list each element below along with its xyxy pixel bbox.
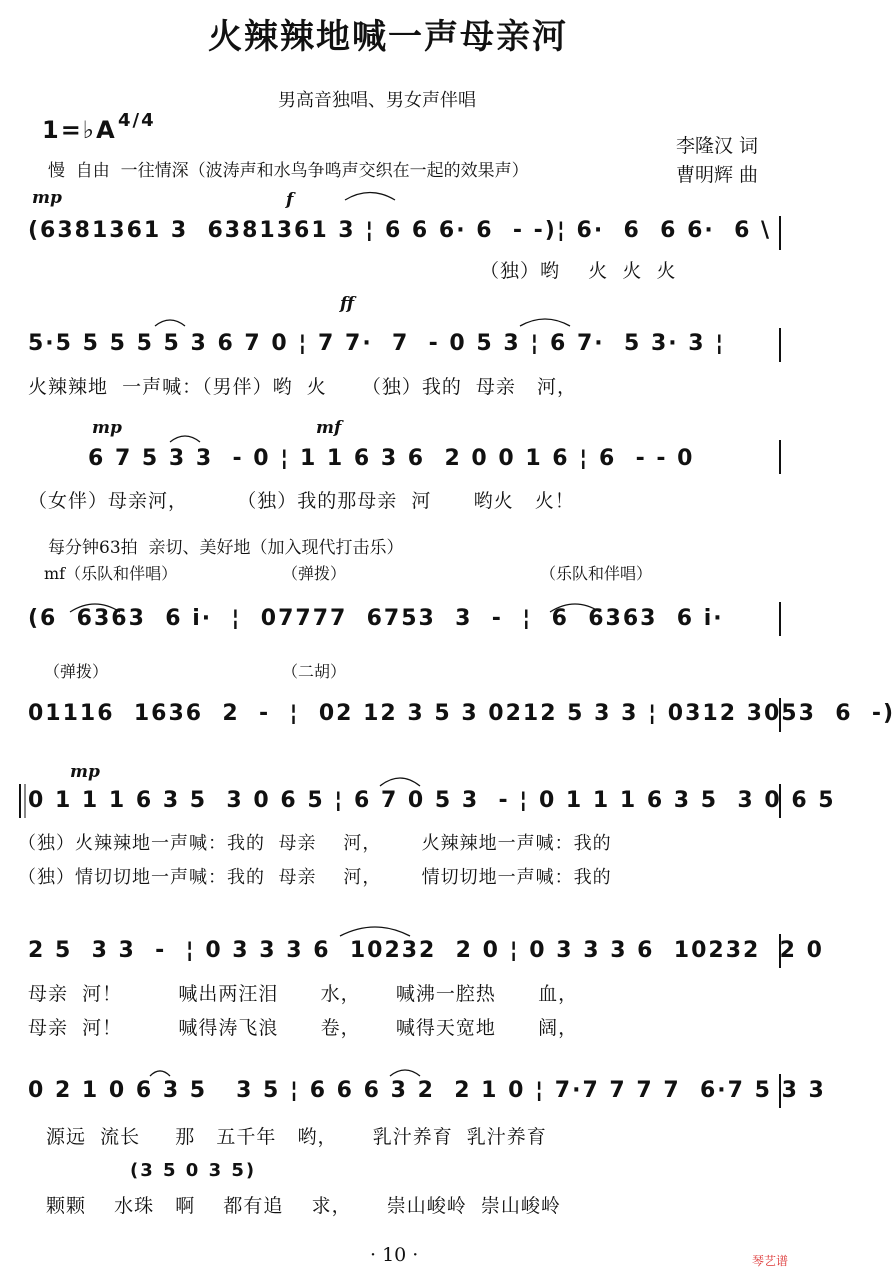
lyric-line: 火辣辣地 一声喊：（男伴）哟 火 （独）我的 母亲 河， [28,376,578,398]
section-label: （弹拨） [282,564,347,583]
section-label: （乐队和伴唱） [540,564,653,583]
lyric-line: （独）火辣辣地一声喊：我的 母亲 河， 火辣辣地一声喊：我的 [18,833,612,854]
composer: 曹明辉 曲 [676,164,759,186]
lyricist: 李隆汉 词 [676,135,759,157]
lyric-line: 源远 流长 那 五千年 哟， 乳汁养育 乳汁养育 [46,1126,547,1148]
page-number: · 10 · [370,1244,419,1266]
dynamic-mark: mp [70,762,100,782]
notation-line: 0 2 1 0 6 3 5 3 5 ¦ 6 6 6 3 2 2 1 0 ¦ 7·7 7 7 7 6·7 5 3 3 [28,1078,826,1103]
lyric-line: （独）哟 火 火 火 [480,260,677,282]
watermark-logo: 琴艺谱 [751,1254,788,1268]
lyric-line: 母亲 河！ 喊得涛飞浪 卷， 喊得天宽地 阔， [28,1017,579,1039]
section-label: （弹拨） [44,662,109,681]
subtitle: 男高音独唱、男女声伴唱 [278,90,476,111]
notation-line: (6 6363 6 i· ¦ 07777 6753 3 - ¦ 6 6363 6 i· [28,606,724,631]
lyric-line: （女伴）母亲河， （独）我的那母亲 河 哟火 火！ [28,490,575,512]
time-signature: 4/4 [118,110,156,131]
notation-line: 5·5 5 5 5 5 3 6 7 0 ¦ 7 7· 7 - 0 5 3 ¦ 6 7· 5 3· 3 ¦ [28,331,726,356]
section-label: mf（乐队和伴唱） [44,564,178,583]
dynamic-mark: f [286,190,294,210]
notation-line: 01116 1636 2 - ¦ 02 12 3 5 3 0212 5 3 3 ¦ 0312 3053 6 -) [28,701,895,726]
dynamic-mark: mp [32,188,62,208]
notation-line: 6 7 5 3 3 - 0 ¦ 1 1 6 3 6 2 0 0 1 6 ¦ 6 - - 0 [88,446,695,471]
dynamic-mark: mp [92,418,122,438]
tempo-intro: 慢 自由 一往情深（波涛声和水鸟争鸣声交织在一起的效果声） [48,161,529,181]
alternate-notes: (3 5 0 3 5) [130,1160,257,1181]
notation-line: (6381361 3 6381361 3 ¦ 6 6 6· 6 - -)¦ 6· 6 6 6· 6 \ [28,218,772,243]
dynamic-mark: mf [316,418,342,438]
notation-line: 0 1 1 1 6 3 5 3 0 6 5 ¦ 6 7 0 5 3 - ¦ 0 1 1 1 6 3 5 3 0 6 5 [28,788,836,813]
notation-line: 2 5 3 3 - ¦ 0 3 3 3 6 10232 2 0 ¦ 0 3 3 3 6 10232 2 0 [28,938,824,963]
key-signature: 1=♭A [42,116,117,144]
page-title: 火辣辣地喊一声母亲河 [208,17,568,57]
lyric-line: 母亲 河！ 喊出两汪泪 水， 喊沸一腔热 血， [28,983,579,1005]
lyric-line: 颗颗 水珠 啊 都有追 求， 崇山峻岭 崇山峻岭 [46,1195,561,1217]
lyric-line: （独）情切切地一声喊：我的 母亲 河， 情切切地一声喊：我的 [18,867,612,888]
dynamic-mark: ff [340,294,355,314]
section-label: （二胡） [282,662,347,681]
tempo-main: 每分钟63拍 亲切、美好地（加入现代打击乐） [48,538,404,558]
